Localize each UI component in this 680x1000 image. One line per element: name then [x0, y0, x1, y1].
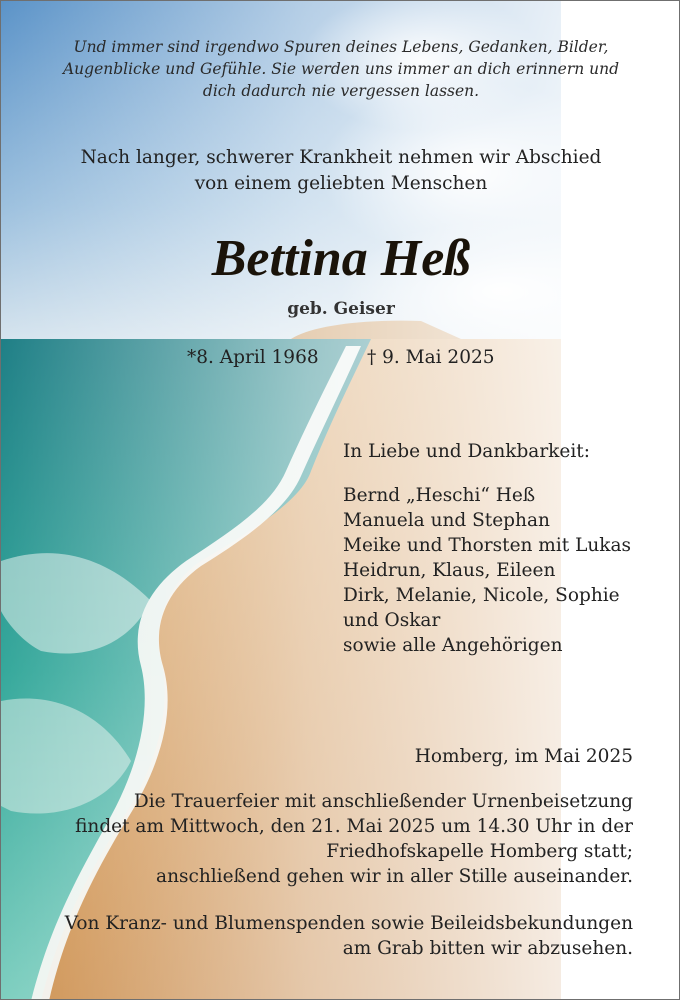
list-item: Bernd „Heschi“ Heß — [343, 485, 536, 506]
mourners-list — [343, 483, 631, 658]
maiden-name: geb. Geiser — [287, 299, 395, 319]
notice-line: Von Kranz- und Blumenspenden sowie Beileidsbekundungen — [64, 913, 633, 934]
list-item: Meike und Thorsten mit Lukas — [343, 535, 632, 556]
thanks-heading: In Liebe und Dankbarkeit: — [343, 441, 590, 462]
intro-line: Nach langer, schwerer Krankheit nehmen wir Abschied — [80, 147, 602, 168]
notice-line: am Grab bitten wir abzusehen. — [342, 938, 633, 959]
donation-notice — [33, 911, 633, 961]
intro-line: von einem geliebten Menschen — [194, 173, 488, 194]
quote-line: Und immer sind irgendwo Spuren deines Lebens, Gedanken, Bilder, — [73, 38, 609, 56]
quote-line: Augenblicke und Gefühle. Sie werden uns immer an dich erinnern und — [62, 60, 620, 78]
quote-line: dich dadurch nie vergessen lassen. — [202, 82, 480, 100]
list-item: Dirk, Melanie, Nicole, Sophie — [343, 585, 620, 606]
birth-date: *8. April 1968 — [187, 347, 319, 368]
list-item: und Oskar — [343, 610, 441, 631]
list-item: sowie alle Angehörigen — [343, 635, 563, 656]
ceremony-line: findet am Mittwoch, den 21. Mai 2025 um 14.30 Uhr in der — [75, 816, 633, 837]
death-date: † 9. Mai 2025 — [367, 347, 495, 368]
deceased-name: Bettina Heß — [211, 230, 471, 287]
place-date: Homberg, im Mai 2025 — [414, 746, 633, 767]
memorial-quote — [41, 36, 641, 102]
ceremony-line: Friedhofskapelle Homberg statt; — [326, 841, 633, 862]
list-item: Manuela und Stephan — [343, 510, 550, 531]
ceremony-line: anschließend gehen wir in aller Stille auseinander. — [156, 866, 633, 887]
list-item: Heidrun, Klaus, Eileen — [343, 560, 556, 581]
ceremony-line: Die Trauerfeier mit anschließender Urnenbeisetzung — [133, 791, 633, 812]
ceremony-info — [73, 789, 633, 889]
intro-text — [41, 145, 641, 197]
